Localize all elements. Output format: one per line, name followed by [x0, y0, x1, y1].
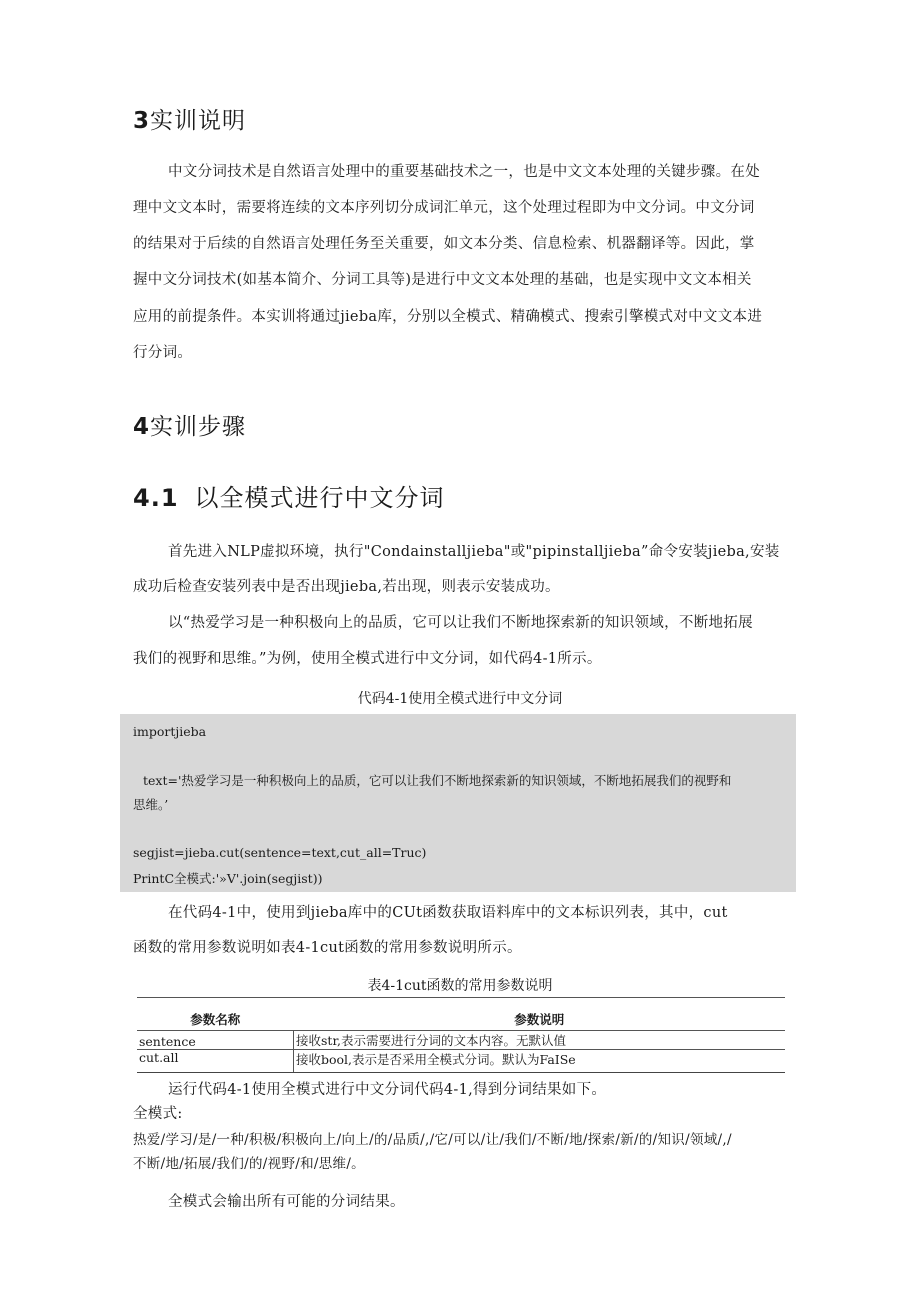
section-4-1-heading	[133, 478, 445, 513]
section-3-para-line-6: 行分词。	[133, 345, 193, 361]
code-block	[120, 714, 796, 892]
code-line-3: 思维。’	[133, 797, 169, 812]
section-4-number: 4	[133, 414, 151, 440]
section-3-para-line-3: 的结果对于后续的自然语言处理任务至关重要，如文本分类、信息检索、机器翻译等。因此，掌	[133, 236, 755, 252]
table-cell-name: sentence	[137, 1031, 294, 1050]
para-example-line-1: 以“热爱学习是一种积极向上的品质，它可以让我们不断地探索新的知识领域，不断地拓展	[168, 615, 753, 631]
table-cell-desc: 接收str,表示需要进行分词的文本内容。无默认值	[294, 1031, 786, 1050]
section-3-number: 3	[133, 108, 151, 134]
section-3-para-line-5: 应用的前提条件。本实训将通过jieba库，分别以全模式、精确模式、搜索引擎模式对中文文本进	[133, 309, 763, 325]
section-4-1-title: 以全模式进行中文分词	[194, 484, 445, 512]
section-3-title: 实训说明	[150, 108, 247, 134]
section-4-title: 实训步骤	[150, 414, 247, 440]
code-caption: 代码4-1使用全模式进行中文分词	[357, 691, 563, 707]
section-4-heading	[133, 408, 246, 441]
para-cut-line-2: 函数的常用参数说明如表4-1cut函数的常用参数说明所示。	[133, 940, 522, 956]
table-caption: 表4-1cut函数的常用参数说明	[367, 978, 553, 994]
code-line-5: PrintC全模式:'»V'.join(segjist))	[133, 871, 323, 886]
table-cell-desc: 接收bool,表示是否采用全模式分词。默认为FaISe	[294, 1050, 786, 1073]
params-table	[137, 997, 785, 1073]
result-label: 全模式:	[133, 1106, 183, 1122]
section-3-para-line-2: 理中文文本时，需要将连续的文本序列切分成词汇单元，这个处理过程即为中文分词。中文分词	[133, 200, 755, 216]
table-row	[137, 1031, 785, 1050]
para-summary: 全模式会输出所有可能的分词结果。	[168, 1194, 405, 1210]
section-3-heading	[133, 102, 246, 135]
table-cell-name: cut.all	[137, 1050, 294, 1073]
para-install-line-2: 成功后检查安装列表中是否出现jieba,若出现，则表示安装成功。	[133, 579, 560, 595]
table-row	[137, 1050, 785, 1073]
result-line-2: 不断/地/拓展/我们/的/视野/和/思维/。	[133, 1156, 365, 1172]
code-line-1: importjieba	[133, 724, 207, 739]
section-3-para-line-4: 握中文分词技术(如基本简介、分词工具等)是进行中文文本处理的基础，也是实现中文文本相关	[133, 272, 752, 288]
code-line-2: text='热爱学习是一种积极向上的品质，它可以让我们不断地探索新的知识领域，不断地拓展我们的视野和	[143, 773, 732, 788]
table-header-param-desc: 参数说明	[294, 998, 786, 1031]
para-example-line-2: 我们的视野和思维。”为例，使用全模式进行中文分词，如代码4-1所示。	[133, 651, 602, 667]
table-header-row	[137, 998, 785, 1031]
section-4-1-number: 4.1	[133, 484, 179, 512]
code-line-4: segjist=jieba.cut(sentence=text,cut_all=Truc)	[133, 845, 427, 860]
section-3-para-line-1: 中文分词技术是自然语言处理中的重要基础技术之一，也是中文文本处理的关键步骤。在处	[168, 164, 760, 180]
table-header-param-name: 参数名称	[137, 998, 294, 1031]
para-cut-line-1: 在代码4-1中，使用到jieba库中的CUt函数获取语料库中的文本标识列表，其中，cut	[168, 905, 728, 921]
para-run-result: 运行代码4-1使用全模式进行中文分词代码4-1,得到分词结果如下。	[168, 1082, 607, 1098]
result-line-1: 热爱/学习/是/一种/积极/积极向上/向上/的/品质/,/它/可以/让/我们/不断/地/探索/新/的/知识/领域/,/	[133, 1132, 732, 1148]
para-install-line-1: 首先进入NLP虚拟环境，执行"Condainstalljieba"或"pipinstalljieba”命令安装jieba,安装	[168, 544, 780, 560]
